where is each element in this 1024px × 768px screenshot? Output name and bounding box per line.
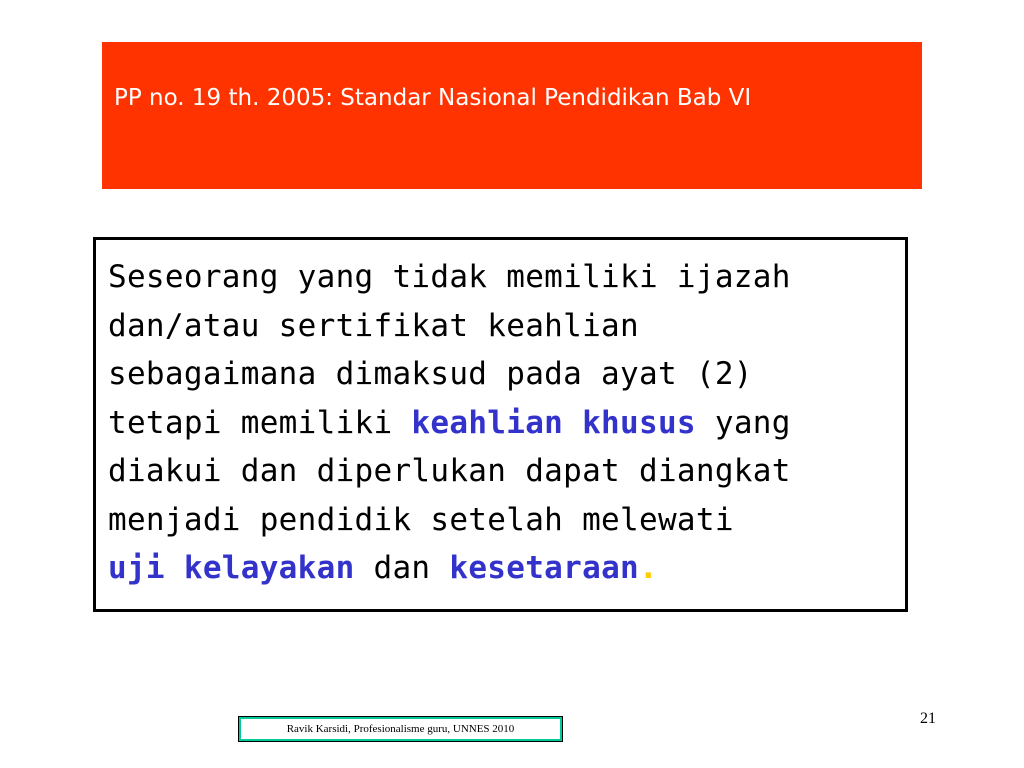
body-line-4-pre: tetapi memiliki: [108, 404, 412, 441]
highlight-uji-kelayakan: uji kelayakan: [108, 550, 355, 586]
slide-title: PP no. 19 th. 2005: Standar Nasional Pendidikan Bab VI: [114, 85, 752, 111]
footer-credit: Ravik Karsidi, Profesionalisme guru, UNNES 2010: [241, 719, 560, 739]
page-number: 21: [920, 710, 936, 727]
body-line-4: [108, 399, 898, 448]
body-text: [108, 253, 898, 593]
body-line-5: diakui dan diperlukan dapat diangkat: [108, 453, 791, 489]
content-box: [93, 237, 908, 612]
highlight-keahlian-khusus: keahlian khusus: [411, 404, 696, 441]
title-banner: [102, 42, 922, 189]
body-line-4-post: yang: [695, 404, 791, 441]
footer-box: [238, 716, 563, 742]
body-line-1: Seseorang yang tidak memiliki ijazah: [108, 259, 791, 295]
body-line-2: dan/atau sertifikat keahlian: [108, 307, 639, 344]
final-period: .: [639, 550, 658, 586]
body-line-3: sebagaimana dimaksud pada ayat (2): [108, 356, 753, 392]
body-line-7-mid: dan: [354, 550, 450, 586]
body-line-7: [108, 544, 898, 593]
highlight-kesetaraan: kesetaraan: [449, 550, 639, 586]
body-line-6: menjadi pendidik setelah melewati: [108, 501, 734, 538]
